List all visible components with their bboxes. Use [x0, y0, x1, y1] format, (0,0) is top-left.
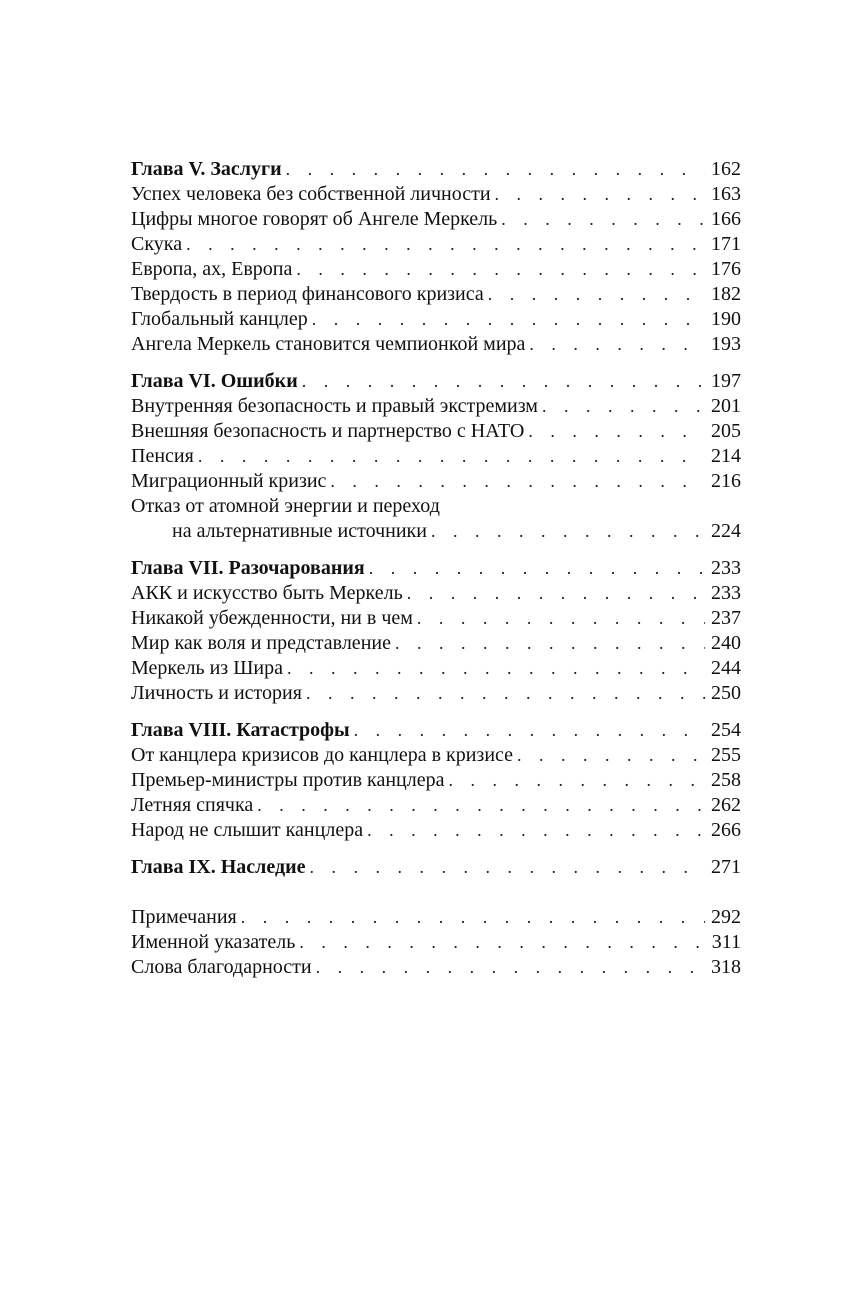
dot-leader [316, 955, 705, 980]
page-number: 201 [711, 395, 741, 417]
entry-title: Глобальный канцлер [131, 308, 308, 330]
page-number: 176 [711, 258, 741, 280]
toc-entry[interactable] [131, 743, 741, 768]
toc-entry[interactable] [131, 332, 741, 357]
page-number: 318 [711, 956, 741, 978]
page-number: 311 [711, 931, 741, 953]
page-number: 216 [711, 470, 741, 492]
dot-leader [296, 257, 705, 282]
dot-leader [302, 369, 705, 394]
page-number: 190 [711, 308, 741, 330]
dot-leader [310, 855, 705, 880]
entry-title: Твердость в период финансового кризиса [131, 283, 484, 305]
dot-leader [407, 581, 705, 606]
dot-leader [495, 182, 705, 207]
entry-title: Личность и история [131, 682, 302, 704]
dot-leader [312, 307, 705, 332]
dot-leader [186, 232, 705, 257]
entry-title: Скука [131, 233, 183, 255]
dot-leader [241, 905, 705, 930]
entry-title: Внутренняя безопасность и правый экстремизм [131, 395, 538, 417]
toc-entry[interactable] [131, 444, 741, 469]
entry-title: Европа, ах, Европа [131, 258, 293, 280]
entry-title: Цифры многое говорят об Ангеле Меркель [131, 208, 498, 230]
toc-entry[interactable] [131, 394, 741, 419]
entry-title: Премьер-министры против канцлера [131, 769, 445, 791]
dot-leader [501, 207, 705, 232]
toc-entry[interactable] [131, 818, 741, 843]
entry-title: Народ не слышит канцлера [131, 819, 364, 841]
entry-title: Именной указатель [131, 931, 296, 953]
chapter-title: Глава VIII. Катастрофы [131, 719, 350, 741]
page-number: 205 [711, 420, 741, 442]
dot-leader [448, 768, 705, 793]
toc-entry[interactable] [131, 419, 741, 444]
page-number: 182 [711, 283, 741, 305]
dot-leader [198, 444, 705, 469]
toc-entry-first-line[interactable] [131, 494, 741, 519]
entry-title: Примечания [131, 906, 237, 928]
entry-title: Отказ от атомной энергии и переход [131, 495, 440, 517]
toc-entry[interactable] [131, 232, 741, 257]
toc-entry[interactable] [131, 581, 741, 606]
toc-entry[interactable] [131, 606, 741, 631]
entry-title: От канцлера кризисов до канцлера в кризисе [131, 744, 514, 766]
dot-leader [431, 519, 705, 544]
toc-entry[interactable] [131, 469, 741, 494]
page-number: 197 [711, 370, 741, 392]
chapter-entry[interactable] [131, 157, 741, 182]
section-spacer [131, 544, 741, 556]
page-number: 292 [711, 906, 741, 928]
chapter-entry[interactable] [131, 855, 741, 880]
entry-title: Успех человека без собственной личности [131, 183, 491, 205]
entry-title: АКК и искусство быть Меркель [131, 582, 403, 604]
toc-entry[interactable] [131, 257, 741, 282]
dot-leader [528, 419, 705, 444]
page-number: 266 [711, 819, 741, 841]
toc-entry[interactable] [131, 793, 741, 818]
chapter-entry[interactable] [131, 369, 741, 394]
page-number: 233 [711, 557, 741, 579]
page-number: 224 [711, 520, 741, 542]
back-matter-entry[interactable] [131, 905, 741, 930]
entry-title: Никакой убежденности, ни в чем [131, 607, 413, 629]
chapter-title: Глава VI. Ошибки [131, 370, 298, 392]
page-number: 254 [711, 719, 741, 741]
page-number: 162 [711, 158, 741, 180]
toc-entry[interactable] [131, 631, 741, 656]
dot-leader [306, 681, 705, 706]
dot-leader [542, 394, 705, 419]
dot-leader [257, 793, 705, 818]
back-matter-entry[interactable] [131, 930, 741, 955]
entry-title: Ангела Меркель становится чемпионкой мира [131, 333, 526, 355]
chapter-title: Глава V. Заслуги [131, 158, 282, 180]
page-number: 193 [711, 333, 741, 355]
dot-leader [488, 282, 705, 307]
dot-leader [417, 606, 705, 631]
dot-leader [369, 556, 705, 581]
page-number: 214 [711, 445, 741, 467]
chapter-entry[interactable] [131, 556, 741, 581]
dot-leader [299, 930, 705, 955]
back-matter-entry[interactable] [131, 955, 741, 980]
table-of-contents [131, 157, 741, 980]
dot-leader [330, 469, 705, 494]
toc-entry[interactable] [131, 681, 741, 706]
entry-title: Мир как воля и представление [131, 632, 391, 654]
toc-entry[interactable] [131, 282, 741, 307]
dot-leader [395, 631, 705, 656]
section-spacer [131, 843, 741, 855]
page-number: 244 [711, 657, 741, 679]
toc-entry[interactable] [131, 307, 741, 332]
page-number: 237 [711, 607, 741, 629]
page-number: 255 [711, 744, 741, 766]
dot-leader [354, 718, 705, 743]
chapter-title: Глава IX. Наследие [131, 856, 306, 878]
section-spacer [131, 357, 741, 369]
chapter-title: Глава VII. Разочарования [131, 557, 365, 579]
entry-title: Слова благодарности [131, 956, 312, 978]
section-spacer [131, 706, 741, 718]
entry-title: Меркель из Шира [131, 657, 283, 679]
page-number: 258 [711, 769, 741, 791]
page-number: 271 [711, 856, 741, 878]
chapter-entry[interactable] [131, 718, 741, 743]
page-number: 250 [711, 682, 741, 704]
toc-entry[interactable] [131, 182, 741, 207]
page-number: 163 [711, 183, 741, 205]
dot-leader [287, 656, 705, 681]
dot-leader [286, 157, 705, 182]
toc-entry-continuation[interactable] [131, 519, 741, 544]
page-number: 262 [711, 794, 741, 816]
toc-entry[interactable] [131, 768, 741, 793]
page-number: 171 [711, 233, 741, 255]
toc-entry[interactable] [131, 656, 741, 681]
page-number: 233 [711, 582, 741, 604]
entry-title-continuation: на альтернативные источники [172, 520, 427, 542]
entry-title: Миграционный кризис [131, 470, 327, 492]
dot-leader [367, 818, 705, 843]
page-number: 240 [711, 632, 741, 654]
dot-leader [517, 743, 705, 768]
entry-title: Внешняя безопасность и партнерство с НАТО [131, 420, 525, 442]
page-number: 166 [711, 208, 741, 230]
toc-entry[interactable] [131, 207, 741, 232]
dot-leader [529, 332, 705, 357]
section-spacer [131, 880, 741, 905]
entry-title: Пенсия [131, 445, 194, 467]
entry-title: Летняя спячка [131, 794, 254, 816]
